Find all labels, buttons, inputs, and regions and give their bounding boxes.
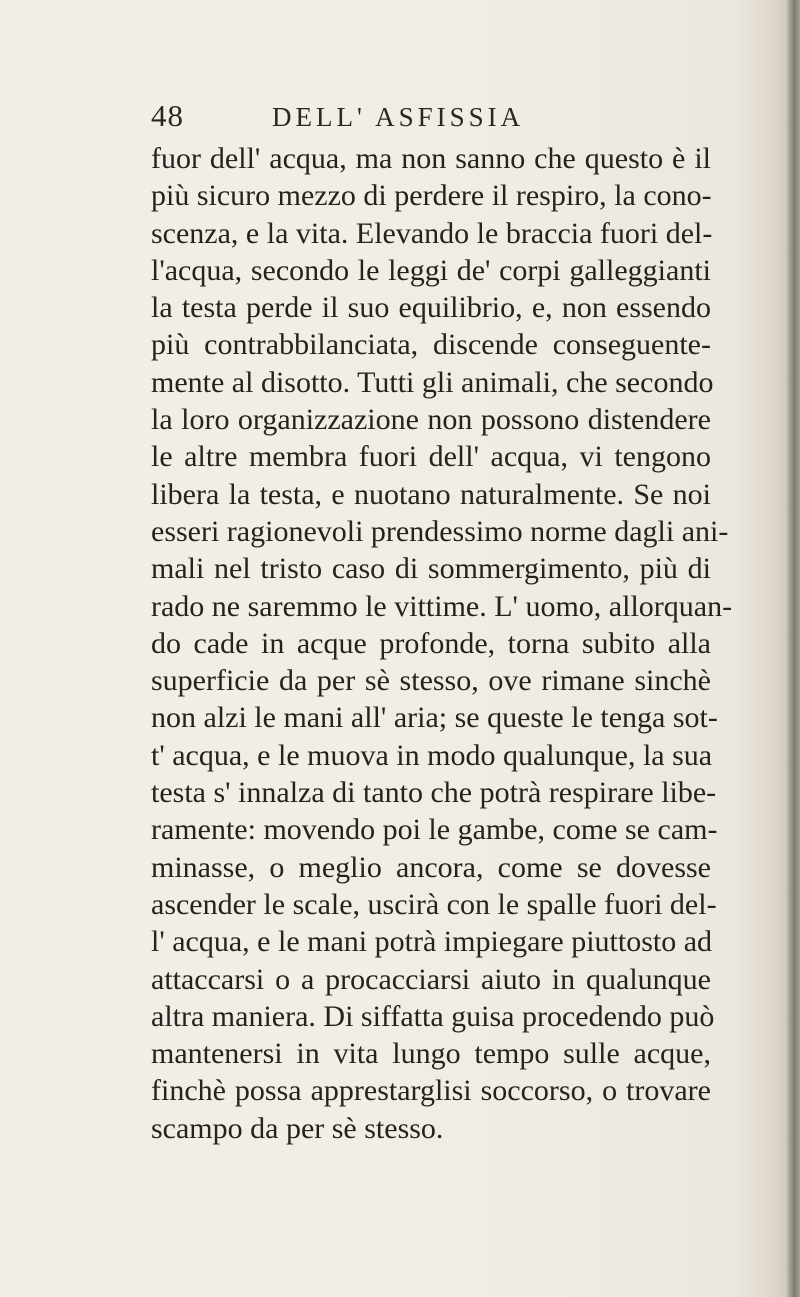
- page-edge-shadow: [786, 0, 800, 1297]
- text-line: mali nel tristo caso di sommergimento, più di: [151, 552, 711, 586]
- text-line: ramente: movendo poi le gambe, come se cam-: [151, 813, 718, 847]
- page-header: [151, 98, 711, 138]
- text-line: scenza, e la vita. Elevando le braccia fuori del-: [151, 216, 713, 250]
- text-line: non alzi le mani all' aria; se queste le tenga sot-: [151, 701, 718, 735]
- text-line: le altre membra fuori dell' acqua, vi tengono: [151, 440, 711, 474]
- text-line: testa s' innalza di tanto che potrà respirare libe-: [151, 776, 717, 810]
- text-line: ascender le scale, uscirà con le spalle fuori del-: [151, 887, 717, 921]
- text-line: do cade in acque profonde, torna subito alla: [151, 626, 711, 660]
- text-line: attaccarsi o a procacciarsi aiuto in qualunque: [151, 962, 711, 996]
- text-line: più contrabbilanciata, discende conseguente-: [151, 328, 711, 362]
- text-line: esseri ragionevoli prendessimo norme dagli ani-: [151, 514, 729, 548]
- running-title: DELL' ASFISSIA: [272, 102, 525, 132]
- text-line: la testa perde il suo equilibrio, e, non essendo: [151, 291, 711, 325]
- text-line: scampo da per sè stesso.: [151, 1111, 444, 1145]
- text-line: rado ne saremmo le vittime. L' uomo, allorquan-: [151, 589, 733, 623]
- page-number: 48: [151, 98, 184, 133]
- text-line: fuor dell' acqua, ma non sanno che questo è il: [151, 142, 711, 175]
- text-line: l'acqua, secondo le leggi de' corpi galleggianti: [151, 253, 711, 287]
- body-text: [151, 140, 733, 1147]
- text-line: superficie da per sè stesso, ove rimane sinchè: [151, 664, 711, 698]
- text-line: t' acqua, e le muova in modo qualunque, la sua: [151, 738, 713, 772]
- text-line: la loro organizzazione non possono distendere: [151, 403, 711, 437]
- text-line: mente al disotto. Tutti gli animali, che secondo: [151, 365, 714, 399]
- text-line: mantenersi in vita lungo tempo sulle acque,: [151, 1037, 711, 1071]
- text-line: l' acqua, e le mani potrà impiegare piuttosto ad: [151, 925, 713, 959]
- text-line: minasse, o meglio ancora, come se dovesse: [151, 850, 711, 884]
- text-line: finchè possa apprestarglisi soccorso, o trovare: [151, 1074, 711, 1108]
- text-line: libera la testa, e nuotano naturalmente. Se noi: [151, 477, 711, 511]
- text-line: altra maniera. Di siffatta guisa procedendo può: [151, 999, 715, 1033]
- text-line: più sicuro mezzo di perdere il respiro, la cono-: [151, 179, 712, 213]
